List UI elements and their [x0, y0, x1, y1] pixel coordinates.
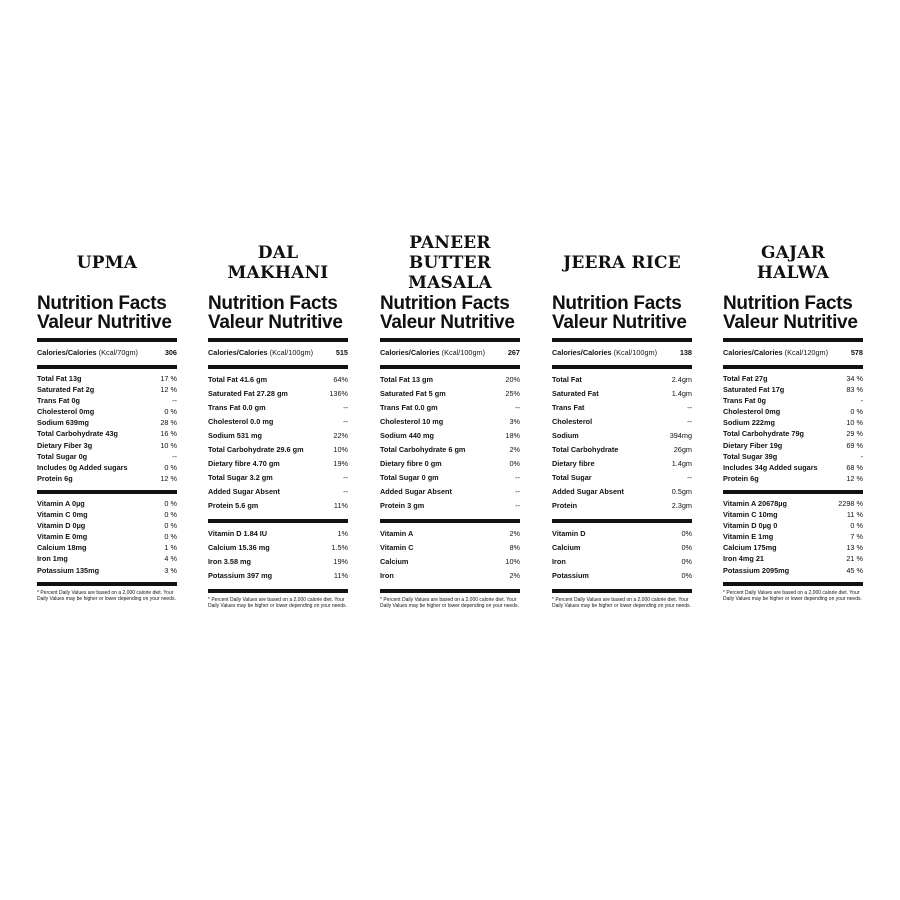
nutrient-name: Protein	[552, 501, 578, 510]
nutrient-value: 2.3gm	[671, 501, 692, 510]
nutrient-row	[37, 542, 177, 553]
nutrient-row	[37, 553, 177, 564]
nutrient-value: 19%	[333, 557, 348, 566]
nutrient-value: 1.5%	[331, 543, 348, 552]
nutrient-row	[208, 499, 348, 513]
nutrient-value: --	[343, 473, 348, 482]
footnote: * Percent Daily Values are based on a 2,000 calorie diet. Your Daily Values may be higher or lower depending on your needs.	[208, 597, 347, 609]
nutrient-row	[723, 440, 863, 451]
nutrient-value: 21 %	[846, 554, 863, 564]
nutrient-name: Total Fat 13g	[37, 374, 82, 383]
nutrient-name: Total Sugar 39g	[723, 451, 778, 461]
nutrient-row	[723, 417, 863, 428]
nutrient-row	[380, 387, 520, 401]
nutrient-row	[380, 541, 520, 555]
nutrient-value: 83 %	[846, 385, 863, 395]
calories-label: Calories/Calories	[723, 348, 783, 357]
nutrient-value: 20%	[505, 375, 520, 384]
divider-thick	[723, 338, 863, 342]
nutrient-name: Iron 1mg	[37, 554, 68, 564]
nutrient-value: 19%	[333, 459, 348, 468]
nutrition-label-4	[723, 240, 863, 602]
nutrient-row	[208, 471, 348, 485]
divider-thick	[37, 490, 177, 494]
nutrient-value: --	[687, 473, 692, 482]
nutrient-name: Cholesterol 10 mg	[380, 417, 444, 426]
nutrient-row	[37, 406, 177, 417]
nutrient-name: Added Sugar Absent	[380, 487, 452, 496]
nutrient-value: --	[172, 451, 177, 461]
nutrient-row	[37, 417, 177, 428]
nutrient-name: Dietary Fiber 3g	[37, 440, 93, 450]
nutrient-row	[208, 401, 348, 415]
nutrient-name: Vitamin C 10mg	[723, 510, 778, 520]
nutrient-name: Dietary fibre	[552, 459, 595, 468]
nutrient-name: Includes 0g Added sugars	[37, 462, 128, 472]
nutrient-value: 0%	[681, 571, 692, 580]
nutrient-name: Total Sugar 3.2 gm	[208, 473, 273, 482]
nutrient-name: Total Sugar 0g	[37, 451, 88, 461]
nutrient-value: 18%	[505, 431, 520, 440]
divider-thick	[552, 519, 692, 523]
nutrient-value: 7 %	[850, 532, 863, 542]
nutrient-name: Total Sugar	[552, 473, 592, 482]
nutrient-row	[552, 373, 692, 387]
calories-label: Calories/Calories	[208, 348, 268, 357]
nutrition-panel	[552, 294, 692, 609]
nutrient-value: 0.5gm	[671, 487, 692, 496]
divider-thick	[380, 338, 520, 342]
nutrient-name: Saturated Fat	[552, 389, 599, 398]
nutrition-panel	[380, 294, 520, 609]
nutrient-name: Saturated Fat 27.28 gm	[208, 389, 288, 398]
footnote: * Percent Daily Values are based on a 2,000 calorie diet. Your Daily Values may be higher or lower depending on your needs.	[380, 597, 519, 609]
calories-label: Calories/Calories	[380, 348, 440, 357]
nutrient-value: 45 %	[846, 565, 863, 575]
nutrient-name: Total Carbohydrate 29.6 gm	[208, 445, 304, 454]
nutrient-value: --	[343, 403, 348, 412]
divider-thick	[723, 490, 863, 494]
nutrient-name: Vitamin D	[552, 529, 586, 538]
nutrient-value: 2298 %	[838, 498, 863, 508]
header-english: Nutrition Facts	[380, 293, 510, 314]
calories-row	[37, 346, 177, 359]
nutrient-value: --	[515, 403, 520, 412]
nutrient-row	[37, 462, 177, 473]
nutrient-value: 16 %	[160, 429, 177, 439]
nutrient-value: 4 %	[164, 554, 177, 564]
nutrient-value: 28 %	[160, 418, 177, 428]
nutrient-name: Cholesterol 0mg	[723, 407, 781, 417]
nutrient-row	[723, 531, 863, 542]
nutrient-row	[208, 569, 348, 583]
nutrient-row	[380, 499, 520, 513]
nutrition-panel	[208, 294, 348, 609]
nutrient-name: Cholesterol	[552, 417, 593, 426]
divider-thick	[380, 589, 520, 593]
divider-thick	[552, 338, 692, 342]
nutrient-name: Potassium 397 mg	[208, 571, 273, 580]
nutrient-row	[552, 415, 692, 429]
nutrient-row	[380, 471, 520, 485]
nutrient-name: Trans Fat 0.0 gm	[380, 403, 438, 412]
nutrient-name: Total Carbohydrate 43g	[37, 429, 118, 439]
dish-title: PANEER BUTTER MASALA	[408, 233, 492, 293]
header-english: Nutrition Facts	[723, 293, 853, 314]
nutrient-name: Cholesterol 0.0 mg	[208, 417, 274, 426]
divider-thick	[208, 519, 348, 523]
nutrient-name: Vitamin D 0µg 0	[723, 521, 778, 531]
nutrition-panel	[37, 294, 177, 602]
calories-label: Calories/Calories	[37, 348, 97, 357]
nutrient-row	[723, 451, 863, 462]
header-french: Valeur Nutritive	[208, 312, 343, 333]
calories-row	[208, 346, 348, 359]
nutrient-value: 22%	[333, 431, 348, 440]
nutrient-row	[552, 429, 692, 443]
nutrient-row	[723, 565, 863, 576]
divider-thick	[380, 519, 520, 523]
nutrient-value: 3%	[509, 417, 520, 426]
nutrient-row	[208, 387, 348, 401]
nutrient-value: 10 %	[846, 418, 863, 428]
divider-thick	[552, 365, 692, 369]
nutrient-name: Calcium 18mg	[37, 543, 87, 553]
nutrient-value: 12 %	[160, 473, 177, 483]
nutrient-name: Iron	[552, 557, 566, 566]
header-english: Nutrition Facts	[208, 293, 338, 314]
nutrient-value: 0%	[681, 543, 692, 552]
nutrient-row	[37, 531, 177, 542]
nutrient-value: 34 %	[846, 374, 863, 383]
nutrient-name: Calcium	[380, 557, 409, 566]
divider-thick	[380, 365, 520, 369]
divider-thick	[37, 338, 177, 342]
nutrient-name: Saturated Fat 5 gm	[380, 389, 446, 398]
nutrient-row	[723, 498, 863, 509]
nutrient-value: 0 %	[164, 498, 177, 508]
nutrient-row	[208, 555, 348, 569]
calories-unit: (Kcal/70gm)	[98, 348, 138, 357]
nutrient-value: 2%	[509, 529, 520, 538]
nutrient-row	[723, 406, 863, 417]
nutrient-row	[723, 462, 863, 473]
nutrient-row	[208, 373, 348, 387]
calories-unit: (Kcal/100gm)	[269, 348, 314, 357]
nutrient-value: 11 %	[846, 510, 863, 520]
nutrient-row	[37, 565, 177, 576]
nutrient-name: Vitamin E 1mg	[723, 532, 774, 542]
nutrient-name: Sodium 222mg	[723, 418, 775, 428]
nutrient-name: Vitamin A 0µg	[37, 498, 85, 508]
nutrient-value: -	[860, 451, 863, 461]
divider-thick	[723, 582, 863, 586]
nutrient-row	[380, 415, 520, 429]
calories-row	[723, 346, 863, 359]
nutrient-value: 0%	[681, 529, 692, 538]
nutrient-value: 10 %	[160, 440, 177, 450]
nutrient-row	[37, 451, 177, 462]
nutrient-row	[552, 485, 692, 499]
dish-title: DAL MAKHANI	[227, 243, 329, 283]
nutrient-name: Sodium 639mg	[37, 418, 89, 428]
nutrient-row	[723, 373, 863, 384]
nutrient-value: --	[343, 487, 348, 496]
divider-thick	[208, 365, 348, 369]
nutrient-row	[552, 401, 692, 415]
footnote: * Percent Daily Values are based on a 2,000 calorie diet. Your Daily Values may be higher or lower depending on your needs.	[37, 589, 176, 602]
calories-value: 306	[164, 348, 177, 357]
nutrient-value: --	[515, 501, 520, 510]
nutrient-row	[37, 498, 177, 509]
nutrient-name: Trans Fat	[552, 403, 585, 412]
divider-thick	[723, 365, 863, 369]
nutrient-row	[723, 384, 863, 395]
nutrient-row	[723, 520, 863, 531]
nutrient-name: Protein 6g	[723, 473, 759, 483]
nutrient-row	[208, 443, 348, 457]
nutrient-row	[552, 471, 692, 485]
nutrient-name: Vitamin A	[380, 529, 414, 538]
nutrient-name: Saturated Fat 17g	[723, 385, 785, 395]
header-french: Valeur Nutritive	[552, 312, 687, 333]
nutrient-row	[723, 473, 863, 484]
nutrient-value: --	[515, 487, 520, 496]
dish-title: GAJAR HALWA	[756, 243, 830, 283]
nutrient-value: 3 %	[164, 565, 177, 575]
nutrient-row	[723, 395, 863, 406]
calories-unit: (Kcal/100gm)	[441, 348, 486, 357]
nutrient-row	[208, 541, 348, 555]
calories-value: 138	[679, 348, 692, 357]
nutrient-value: --	[687, 403, 692, 412]
nutrition-label-3	[552, 240, 692, 609]
nutrient-row	[723, 542, 863, 553]
nutrient-name: Calcium 15.36 mg	[208, 543, 270, 552]
footnote: * Percent Daily Values are based on a 2,000 calorie diet. Your Daily Values may be higher or lower depending on your needs.	[552, 597, 691, 609]
nutrient-row	[37, 395, 177, 406]
nutrient-name: Added Sugar Absent	[552, 487, 624, 496]
nutrition-panel	[723, 294, 863, 602]
nutrient-name: Trans Fat 0.0 gm	[208, 403, 266, 412]
nutrient-row	[380, 373, 520, 387]
nutrient-row	[37, 384, 177, 395]
nutrient-name: Added Sugar Absent	[208, 487, 280, 496]
nutrient-row	[552, 457, 692, 471]
nutrient-name: Total Carbohydrate	[552, 445, 619, 454]
nutrient-value: 25%	[505, 389, 520, 398]
nutrient-name: Vitamin E 0mg	[37, 532, 88, 542]
nutrient-value: 0 %	[164, 407, 177, 417]
nutrient-name: Total Fat	[552, 375, 582, 384]
header-french: Valeur Nutritive	[380, 312, 515, 333]
calories-row	[380, 346, 520, 359]
nutrient-row	[380, 527, 520, 541]
nutrient-name: Protein 3 gm	[380, 501, 425, 510]
nutrient-name: Dietary Fiber 19g	[723, 440, 783, 450]
nutrient-name: Total Fat 27g	[723, 374, 768, 383]
nutrient-value: 11%	[333, 571, 348, 580]
calories-value: 267	[507, 348, 520, 357]
nutrient-name: Sodium 531 mg	[208, 431, 262, 440]
nutrient-name: Vitamin D 0µg	[37, 521, 86, 531]
nutrient-row	[552, 387, 692, 401]
nutrient-value: 1.4gm	[671, 459, 692, 468]
calories-label: Calories/Calories	[552, 348, 612, 357]
nutrient-name: Trans Fat 0g	[723, 396, 766, 406]
nutrient-value: 29 %	[846, 429, 863, 439]
nutrient-name: Total Sugar 0 gm	[380, 473, 439, 482]
nutrient-value: 0 %	[164, 521, 177, 531]
nutrient-name: Protein 6g	[37, 473, 73, 483]
nutrient-value: 12 %	[846, 473, 863, 483]
calories-unit: (Kcal/120gm)	[784, 348, 829, 357]
nutrient-name: Calcium 175mg	[723, 543, 777, 553]
nutrient-name: Vitamin C	[380, 543, 414, 552]
nutrient-name: Total Fat 41.6 gm	[208, 375, 268, 384]
divider-thick	[552, 589, 692, 593]
nutrient-value: 2%	[509, 445, 520, 454]
nutrient-row	[552, 443, 692, 457]
nutrient-row	[552, 569, 692, 583]
header-english: Nutrition Facts	[552, 293, 682, 314]
nutrient-row	[552, 541, 692, 555]
calories-unit: (Kcal/100gm)	[613, 348, 658, 357]
nutrient-row	[208, 527, 348, 541]
nutrient-name: Iron 4mg 21	[723, 554, 764, 564]
nutrition-label-1	[208, 240, 348, 609]
nutrient-value: 0%	[509, 459, 520, 468]
nutrient-name: Iron 3.58 mg	[208, 557, 251, 566]
nutrient-value: 0 %	[164, 532, 177, 542]
nutrient-value: 12 %	[160, 385, 177, 395]
nutrient-row	[723, 509, 863, 520]
nutrient-value: 1%	[337, 529, 348, 538]
dish-title: JEERA RICE	[563, 253, 681, 273]
nutrient-row	[380, 555, 520, 569]
divider-thick	[208, 589, 348, 593]
divider-thick	[37, 582, 177, 586]
nutrient-row	[37, 440, 177, 451]
nutrient-row	[552, 499, 692, 513]
nutrient-row	[37, 428, 177, 439]
nutrient-row	[380, 485, 520, 499]
nutrient-name: Dietary fibre 0 gm	[380, 459, 442, 468]
nutrient-value: --	[343, 417, 348, 426]
nutrient-name: Cholesterol 0mg	[37, 407, 95, 417]
nutrient-value: 0 %	[850, 521, 863, 531]
nutrition-label-2	[380, 233, 520, 609]
calories-value: 578	[850, 348, 863, 357]
nutrient-value: 1 %	[164, 543, 177, 553]
nutrient-value: 1.4gm	[671, 389, 692, 398]
nutrient-row	[552, 555, 692, 569]
nutrient-name: Saturated Fat 2g	[37, 385, 95, 395]
nutrient-row	[208, 429, 348, 443]
nutrient-name: Protein 5.6 gm	[208, 501, 259, 510]
nutrient-row	[37, 373, 177, 384]
nutrient-row	[37, 473, 177, 484]
nutrient-value: 0 %	[850, 407, 863, 417]
nutrient-row	[208, 457, 348, 471]
nutrient-name: Total Fat 13 gm	[380, 375, 433, 384]
nutrient-value: --	[687, 417, 692, 426]
nutrient-name: Iron	[380, 571, 394, 580]
header-french: Valeur Nutritive	[723, 312, 858, 333]
nutrient-value: 394mg	[669, 431, 692, 440]
nutrient-value: 13 %	[846, 543, 863, 553]
nutrient-name: Vitamin C 0mg	[37, 510, 88, 520]
nutrient-value: 69 %	[846, 440, 863, 450]
nutrient-value: 68 %	[846, 462, 863, 472]
divider-thick	[37, 365, 177, 369]
nutrient-name: Potassium 2095mg	[723, 565, 790, 575]
nutrient-value: -	[860, 396, 863, 406]
nutrient-row	[380, 401, 520, 415]
nutrient-value: 0 %	[164, 462, 177, 472]
nutrient-value: 10%	[333, 445, 348, 454]
nutrient-value: 26gm	[673, 445, 692, 454]
nutrient-name: Potassium	[552, 571, 589, 580]
nutrient-value: 136%	[329, 389, 348, 398]
nutrient-row	[37, 509, 177, 520]
nutrient-row	[380, 569, 520, 583]
nutrient-row	[380, 457, 520, 471]
nutrient-name: Calcium	[552, 543, 581, 552]
nutrient-value: --	[515, 473, 520, 482]
nutrient-row	[208, 485, 348, 499]
nutrient-row	[37, 520, 177, 531]
nutrient-name: Sodium 440 mg	[380, 431, 434, 440]
nutrient-value: 11%	[333, 501, 348, 510]
nutrient-name: Vitamin A 20678µg	[723, 498, 787, 508]
nutrient-name: Potassium 135mg	[37, 565, 100, 575]
nutrient-value: 8%	[509, 543, 520, 552]
nutrient-value: 0%	[681, 557, 692, 566]
dish-title: UPMA	[76, 253, 138, 273]
nutrient-name: Total Carbohydrate 79g	[723, 429, 804, 439]
header-english: Nutrition Facts	[37, 293, 167, 314]
nutrient-name: Vitamin D 1.84 IU	[208, 529, 268, 538]
nutrient-row	[552, 527, 692, 541]
nutrient-name: Trans Fat 0g	[37, 396, 80, 406]
nutrient-row	[208, 415, 348, 429]
nutrient-name: Dietary fibre 4.70 gm	[208, 459, 280, 468]
nutrient-row	[723, 428, 863, 439]
nutrient-value: --	[172, 396, 177, 406]
nutrient-name: Includes 34g Added sugars	[723, 462, 818, 472]
nutrient-value: 2%	[509, 571, 520, 580]
nutrient-name: Sodium	[552, 431, 579, 440]
divider-thick	[208, 338, 348, 342]
calories-row	[552, 346, 692, 359]
nutrient-row	[723, 553, 863, 564]
footnote: * Percent Daily Values are based on a 2,000 calorie diet. Your Daily Values may be higher or lower depending on your needs.	[723, 589, 862, 602]
nutrient-name: Total Carbohydrate 6 gm	[380, 445, 466, 454]
header-french: Valeur Nutritive	[37, 312, 172, 333]
calories-value: 515	[335, 348, 348, 357]
nutrient-value: 64%	[333, 375, 348, 384]
nutrient-value: 10%	[505, 557, 520, 566]
nutrient-value: 0 %	[164, 510, 177, 520]
nutrient-row	[380, 429, 520, 443]
nutrient-value: 2.4gm	[671, 375, 692, 384]
nutrient-value: 17 %	[160, 374, 177, 383]
nutrition-label-0	[37, 240, 177, 602]
nutrient-row	[380, 443, 520, 457]
